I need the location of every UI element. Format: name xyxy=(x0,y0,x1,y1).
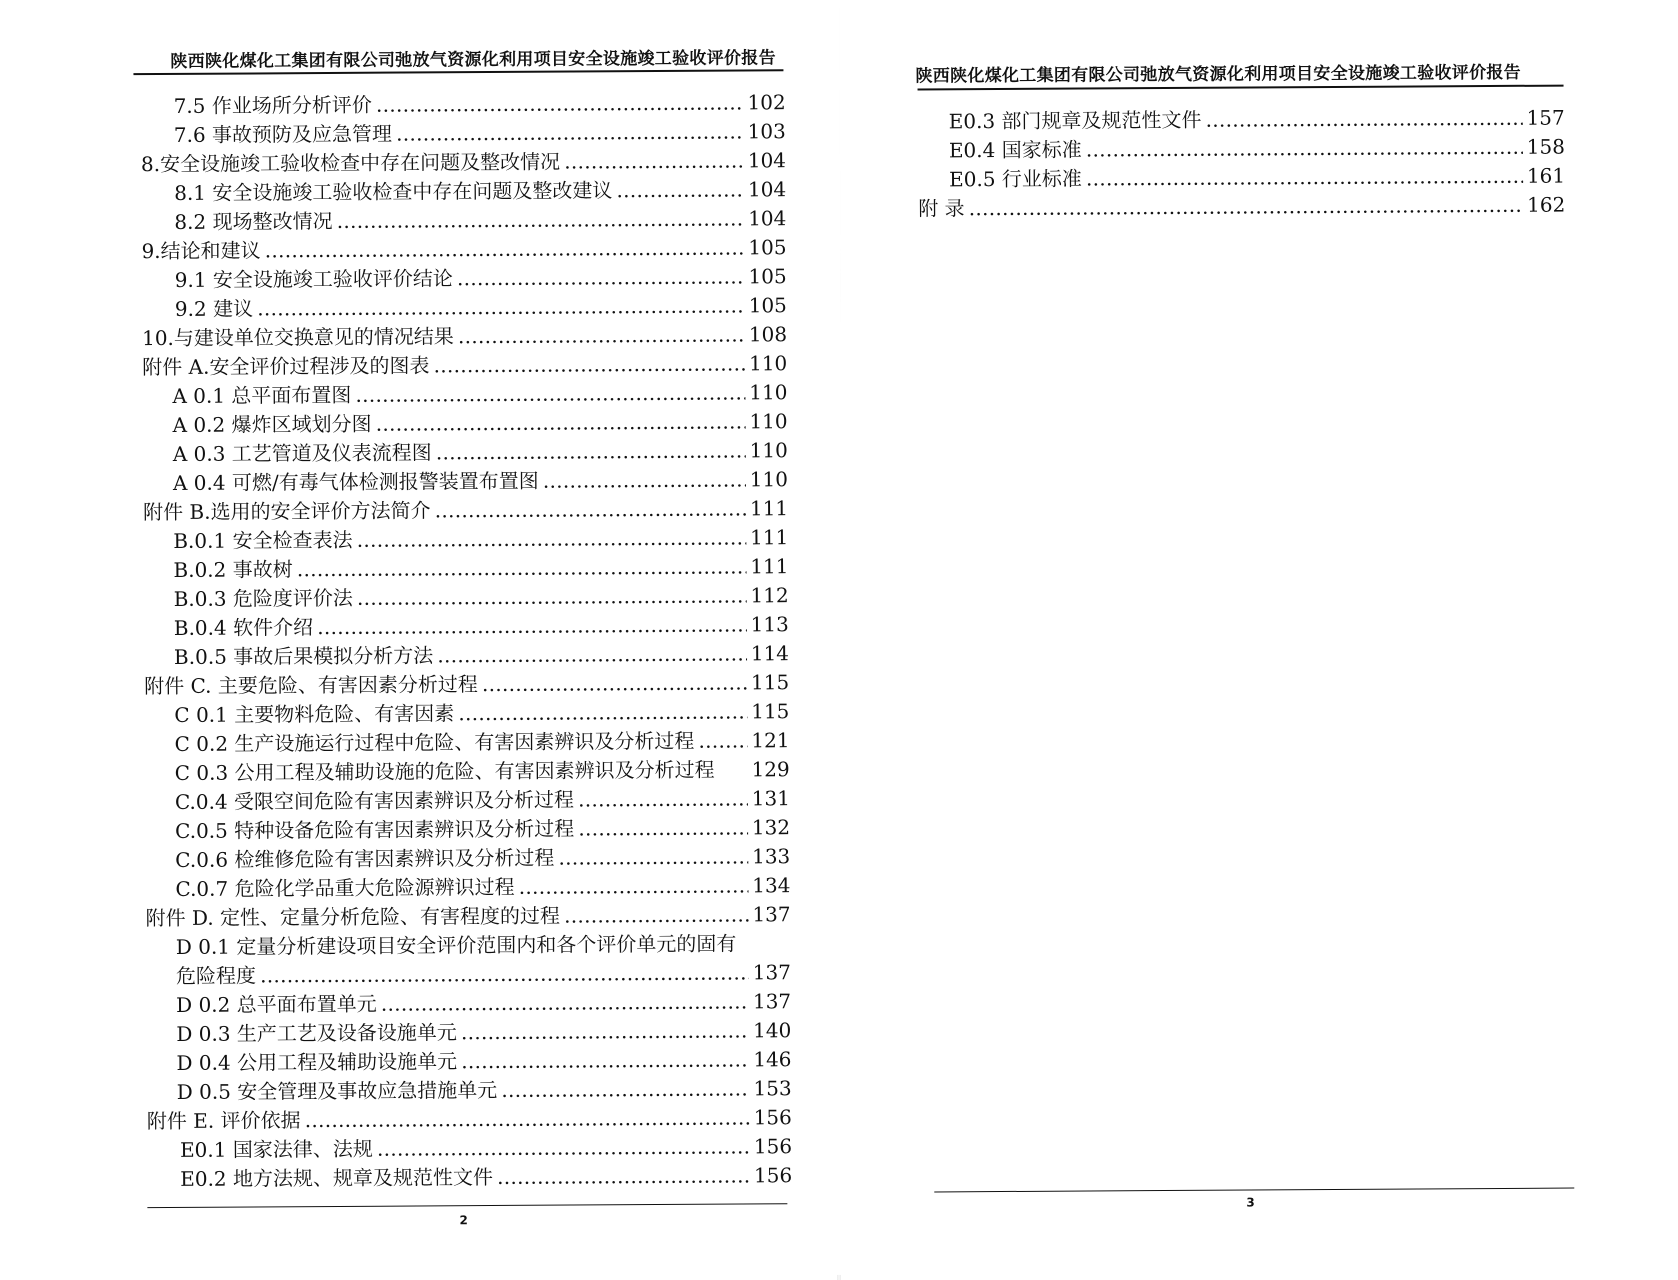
toc-label: C 0.3 公用工程及辅助设施的危险、有害因素辨识及分析过程 xyxy=(174,757,715,785)
toc-entry[interactable] xyxy=(174,175,786,207)
toc-page-number: 112 xyxy=(750,583,789,608)
toc-page-number: 105 xyxy=(748,264,787,289)
toc-page-number: 110 xyxy=(748,351,788,376)
toc-page-number: 131 xyxy=(751,786,790,811)
toc-page-number: 104 xyxy=(748,206,787,231)
toc-label: E0.4 国家标准 xyxy=(948,137,1082,163)
toc-label: C 0.1 主要物料危险、有害因素 xyxy=(174,701,455,727)
toc-page-number: 156 xyxy=(753,1134,793,1159)
toc-label: A 0.1 总平面布置图 xyxy=(172,382,352,408)
toc-page-number: 162 xyxy=(1527,192,1566,217)
toc-entry[interactable] xyxy=(142,349,787,381)
toc-list xyxy=(839,0,1678,1280)
toc-page-number: 110 xyxy=(749,438,788,463)
dot-leader xyxy=(518,871,748,900)
toc-entry[interactable] xyxy=(173,465,788,497)
toc-entry[interactable] xyxy=(172,378,787,410)
toc-entry[interactable] xyxy=(176,987,791,1019)
toc-page-number: 110 xyxy=(749,409,788,434)
toc-label: A 0.3 工艺管道及仪表流程图 xyxy=(172,440,432,466)
dot-leader xyxy=(304,1103,749,1134)
toc-page-number: 158 xyxy=(1526,134,1565,159)
dot-leader xyxy=(375,407,745,437)
toc-label: E0.5 行业标准 xyxy=(949,166,1082,192)
toc-label: 附件 B.选用的安全评价方法简介 xyxy=(143,498,431,525)
toc-page-number: 108 xyxy=(748,322,788,347)
toc-page-number: 137 xyxy=(752,960,792,985)
toc-label: D 0.4 公用工程及辅助设施单元 xyxy=(176,1049,458,1075)
dot-leader xyxy=(578,784,748,813)
toc-label: 危险程度 xyxy=(175,963,257,988)
toc-page-number: 103 xyxy=(747,119,786,144)
toc-page-number: 110 xyxy=(749,380,788,405)
toc-page-number: 137 xyxy=(752,989,792,1014)
toc-label: B.0.4 软件介绍 xyxy=(173,615,314,640)
dot-leader xyxy=(437,639,747,669)
toc-label: 附件 A.安全评价过程涉及的图表 xyxy=(142,353,430,380)
toc-page-number: 146 xyxy=(753,1047,792,1072)
toc-label: 7.5 作业场所分析评价 xyxy=(173,92,372,118)
toc-page-number: 111 xyxy=(750,525,789,550)
dot-leader xyxy=(356,523,746,553)
toc-entry[interactable] xyxy=(142,320,787,352)
toc-label: C 0.2 生产设施运行过程中危险、有害因素辨识及分析过程 xyxy=(174,728,695,756)
toc-page-number: 140 xyxy=(753,1018,792,1043)
toc-page-number: 157 xyxy=(1526,105,1565,130)
toc-entry[interactable] xyxy=(174,697,789,729)
dot-leader xyxy=(1205,104,1522,134)
dot-leader xyxy=(357,581,747,611)
page-header: 陕西陕化煤化工集团有限公司弛放气资源化利用项目安全设施竣工验收评价报告 xyxy=(915,62,1522,87)
dot-leader xyxy=(434,494,746,524)
dot-leader xyxy=(543,465,746,494)
dot-leader xyxy=(317,610,747,641)
toc-label: 附件 E. 评价依据 xyxy=(146,1108,301,1134)
toc-page-number: 105 xyxy=(748,235,787,260)
toc-page-number: 132 xyxy=(751,815,791,840)
right-page xyxy=(839,0,1678,1280)
toc-page-number: 105 xyxy=(748,293,787,318)
toc-entry[interactable] xyxy=(173,523,788,555)
toc-entry[interactable] xyxy=(175,871,790,903)
toc-entry[interactable] xyxy=(174,117,786,149)
dot-leader xyxy=(336,204,744,234)
toc-entry[interactable] xyxy=(173,552,788,584)
dot-leader xyxy=(461,1016,749,1046)
toc-label: A 0.2 爆炸区域划分图 xyxy=(172,411,372,437)
dot-leader xyxy=(698,726,747,754)
dot-leader xyxy=(355,378,745,408)
toc-page-number: 133 xyxy=(751,844,791,869)
toc-label: 附件 D. 定性、定量分析危险、有害程度的过程 xyxy=(145,903,561,931)
toc-label: E0.2 地方法规、规章及规范性文件 xyxy=(180,1165,494,1191)
dot-leader xyxy=(497,1161,750,1191)
dot-leader xyxy=(616,175,744,204)
toc-label: 附 录 xyxy=(918,196,965,221)
toc-page-number: 113 xyxy=(750,612,789,637)
dot-leader xyxy=(578,813,748,842)
toc-label: 9.结论和建议 xyxy=(141,238,261,264)
toc-page-number: 137 xyxy=(752,902,791,927)
toc-label: 9.1 安全设施竣工验收评价结论 xyxy=(174,266,453,292)
toc-entry[interactable] xyxy=(175,842,790,874)
toc-entry[interactable] xyxy=(176,958,791,990)
toc-entry[interactable] xyxy=(949,133,1565,165)
toc-entry[interactable] xyxy=(174,639,789,671)
toc-entry[interactable] xyxy=(174,88,786,120)
toc-entry[interactable] xyxy=(147,1103,792,1135)
toc-label: E0.1 国家法律、法规 xyxy=(179,1136,373,1162)
toc-label: 8.安全设施竣工验收检查中存在问题及整改情况 xyxy=(140,149,561,177)
toc-entry[interactable] xyxy=(141,233,786,265)
toc-entry[interactable] xyxy=(143,494,788,526)
toc-page-number: 121 xyxy=(751,728,790,753)
toc-label: D 0.5 安全管理及事故应急措施单元 xyxy=(176,1077,498,1104)
dot-leader xyxy=(564,146,744,175)
dot-leader xyxy=(564,900,749,929)
toc-page-number: 111 xyxy=(749,496,789,521)
dot-leader xyxy=(457,262,745,292)
toc-label: 10.与建设单位交换意见的情况结果 xyxy=(141,324,454,351)
toc-entry[interactable] xyxy=(174,610,789,642)
toc-entry[interactable] xyxy=(174,581,789,613)
toc-entry[interactable] xyxy=(144,668,789,700)
dot-leader xyxy=(433,349,745,379)
toc-label: D 0.3 生产工艺及设备设施单元 xyxy=(176,1020,457,1046)
toc-page-number: 115 xyxy=(750,670,790,695)
toc-page-number: 104 xyxy=(747,177,787,202)
toc-label: 8.1 安全设施竣工验收检查中存在问题及整改建议 xyxy=(174,178,613,205)
toc-entry[interactable] xyxy=(949,104,1565,136)
toc-entry[interactable] xyxy=(176,1045,791,1077)
toc-label: C.0.7 危险化学品重大危险源辨识过程 xyxy=(175,874,515,901)
toc-page-number: 102 xyxy=(747,90,786,115)
toc-page-number: 156 xyxy=(753,1105,792,1130)
toc-entry[interactable] xyxy=(175,784,790,816)
toc-page-number: 134 xyxy=(752,873,791,898)
toc-entry[interactable] xyxy=(180,1132,792,1164)
toc-label: 7.6 事故预防及应急管理 xyxy=(173,121,393,147)
dot-leader xyxy=(257,291,745,322)
toc-entry[interactable] xyxy=(173,407,788,439)
toc-entry[interactable] xyxy=(174,204,786,236)
page-header: 陕西陕化煤化工集团有限公司弛放气资源化利用项目安全设施竣工验收评价报告 xyxy=(170,48,776,72)
toc-label: D 0.1 定量分析建设项目安全评价范围内和各个评价单元的固有 xyxy=(175,931,737,959)
toc-entry[interactable] xyxy=(173,436,788,468)
dot-leader xyxy=(381,987,749,1017)
page-number: 2 xyxy=(459,1213,468,1228)
toc-page-number: 129 xyxy=(751,757,790,782)
toc-page-number: 111 xyxy=(750,554,789,579)
toc-page-number: 115 xyxy=(751,699,790,724)
toc-entry[interactable] xyxy=(174,726,789,758)
toc-page-number: 156 xyxy=(753,1163,793,1188)
toc-label: E0.3 部门规章及规范性文件 xyxy=(948,107,1202,134)
toc-label: C.0.5 特种设备危险有害因素辨识及分析过程 xyxy=(175,816,575,843)
dot-leader xyxy=(376,88,744,118)
toc-label: B.0.1 安全检查表法 xyxy=(173,527,353,553)
dot-leader xyxy=(969,191,1524,222)
toc-page-number: 104 xyxy=(747,148,787,173)
toc-page-number: 114 xyxy=(750,641,790,666)
page-number: 3 xyxy=(1246,1195,1255,1210)
toc-label: 附件 C. 主要危险、有害因素分析过程 xyxy=(144,672,478,699)
dot-leader xyxy=(458,697,747,727)
dot-leader xyxy=(1086,162,1523,193)
dot-leader xyxy=(396,117,744,147)
toc-entry[interactable] xyxy=(176,1016,791,1048)
dot-leader xyxy=(1086,133,1523,164)
dot-leader xyxy=(265,233,745,264)
toc-label: C.0.4 受限空间危险有害因素辨识及分析过程 xyxy=(174,787,575,814)
dot-leader xyxy=(558,842,748,871)
toc-label: B.0.2 事故树 xyxy=(173,557,293,582)
dot-leader xyxy=(377,1132,750,1162)
dot-leader xyxy=(297,552,747,583)
toc-entry[interactable] xyxy=(146,900,791,932)
toc-page-number: 110 xyxy=(749,467,789,492)
toc-entry[interactable] xyxy=(141,146,786,178)
toc-entry[interactable] xyxy=(180,1161,792,1193)
toc-label: C.0.6 检维修危险有害因素辨识及分析过程 xyxy=(175,845,555,872)
toc-label: 9.2 建议 xyxy=(174,296,254,321)
dot-leader xyxy=(461,1045,749,1075)
dot-leader xyxy=(260,958,749,989)
toc-label: 8.2 现场整改情况 xyxy=(174,208,333,234)
toc-page-number: 161 xyxy=(1526,163,1566,188)
dot-leader xyxy=(501,1074,749,1104)
toc-label: B.0.3 危险度评价法 xyxy=(173,585,353,611)
toc-label: A 0.4 可燃/有毒气体检测报警装置布置图 xyxy=(172,468,539,495)
toc-entry[interactable] xyxy=(177,1074,792,1106)
toc-entry[interactable] xyxy=(175,813,790,845)
toc-label: B.0.5 事故后果模拟分析方法 xyxy=(173,643,434,669)
toc-entry[interactable] xyxy=(918,191,1565,223)
toc-entry[interactable] xyxy=(949,162,1565,194)
toc-page-number: 153 xyxy=(753,1076,792,1101)
toc-entry[interactable] xyxy=(175,755,790,787)
toc-label: D 0.2 总平面布置单元 xyxy=(176,991,377,1017)
dot-leader xyxy=(458,320,745,350)
toc-entry[interactable] xyxy=(175,262,787,294)
dot-leader xyxy=(436,436,746,466)
toc-entry[interactable] xyxy=(175,291,787,323)
toc-entry[interactable] xyxy=(176,929,791,961)
dot-leader xyxy=(482,668,747,698)
